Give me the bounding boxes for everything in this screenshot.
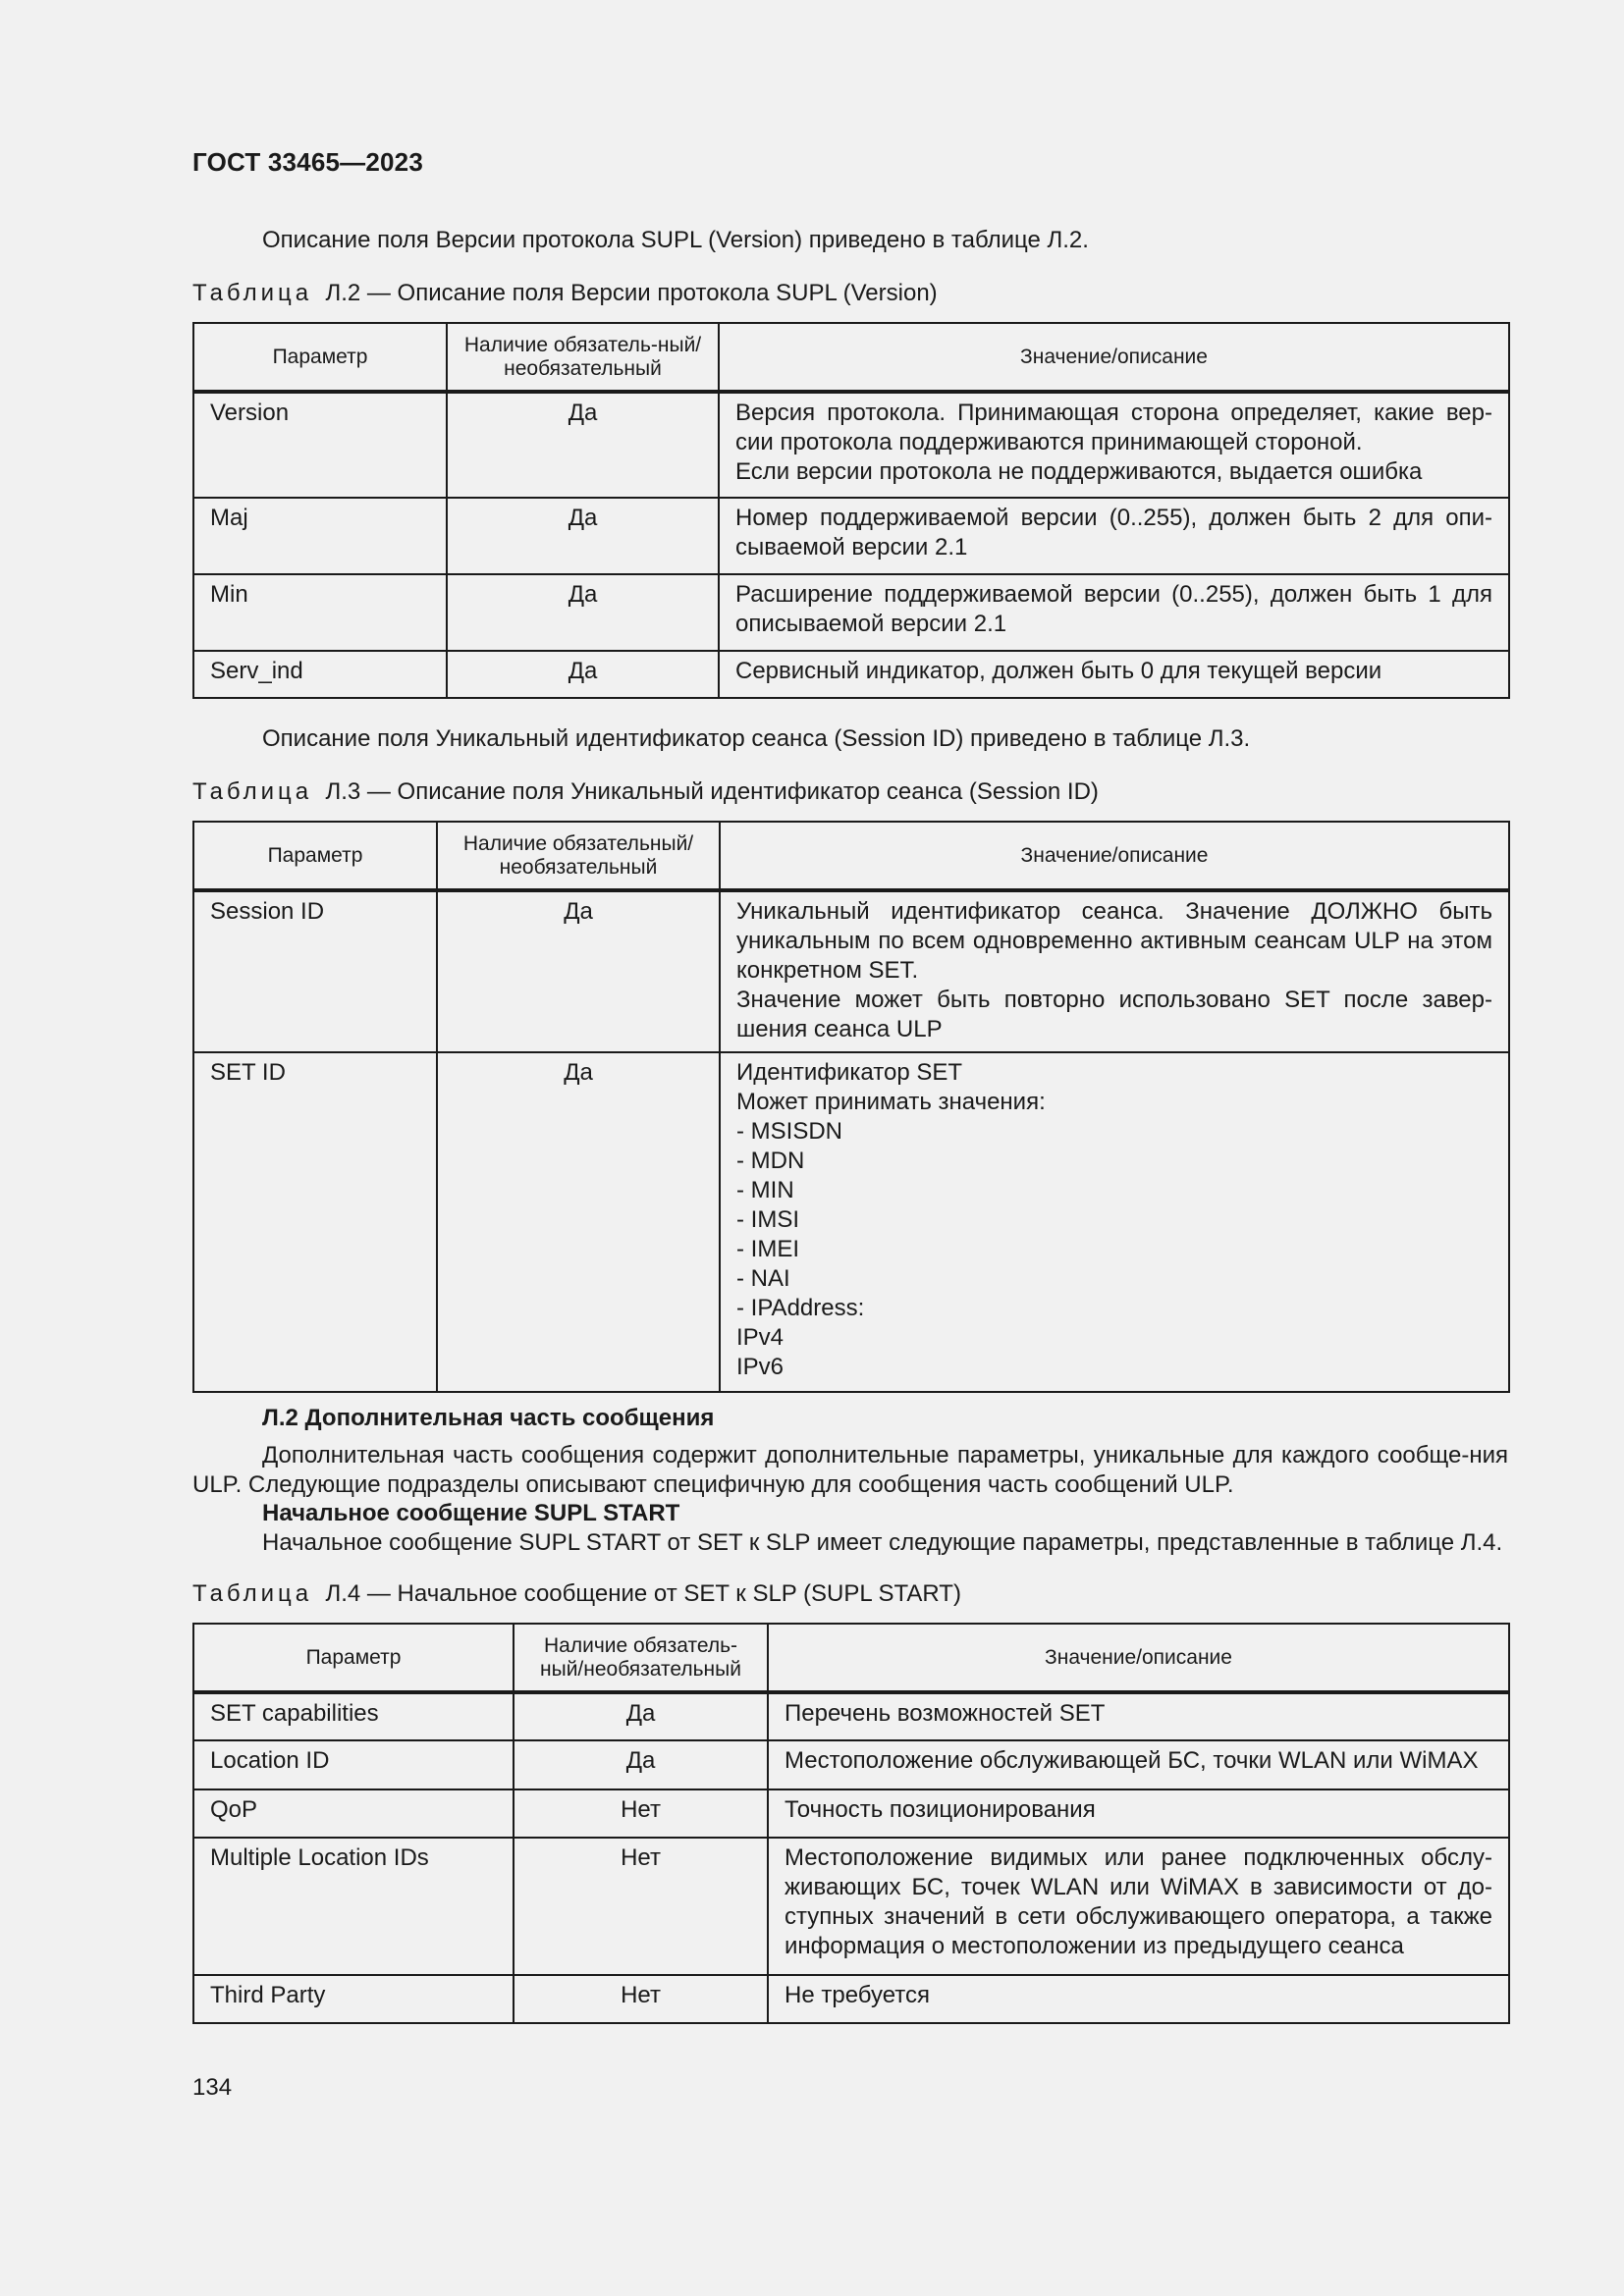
table-row [193,1692,1509,1740]
desc-line: - MDN [736,1148,805,1174]
page-number: 134 [192,2074,233,2101]
cell-req: Да [447,392,719,498]
caption-text: Л.2 — Описание поля Версии протокола SUPL (Version) [325,280,938,306]
cell-req: Да [447,498,719,574]
cell-req: Нет [514,1789,768,1838]
page-header: ГОСТ 33465—2023 [192,147,423,177]
subsection-heading: Начальное сообщение SUPL START [262,1500,680,1526]
cell-desc: Сервисный индикатор, должен быть 0 для текущей версии [719,651,1509,698]
table-l4 [192,1623,1510,2024]
table-row [193,1838,1509,1975]
table-row [193,1052,1509,1392]
col-header-req: Наличие обязательный/ необязательный [437,822,720,890]
cell-param: Min [193,574,447,651]
cell-desc: Точность позиционирования [768,1789,1509,1838]
table-row [193,890,1509,1052]
table-header-row [193,822,1509,890]
section-paragraph: Дополнительная часть сообщения содержит дополнительные параметры, уникальные для каждого сообще-ния ULP. Следующие подразделы описывают специфичную для сообщения часть сообщений ULP. [192,1442,1508,1498]
desc-text-2: Если версии протокола не поддерживаются, выдается ошибка [735,458,1423,485]
caption-text: Л.3 — Описание поля Уникальный идентификатор сеанса (Session ID) [325,778,1099,805]
desc-line: - MIN [736,1177,794,1203]
col-header-param: Параметр [193,822,437,890]
caption-table-l3 [192,778,1099,806]
desc-text: Версия протокола. Принимающая сторона определяет, какие вер-сии протокола поддерживаются принимающей стороной. [735,400,1492,455]
col-header-param: Параметр [193,323,447,392]
cell-req: Да [514,1740,768,1789]
intro-table-l2: Описание поля Версии протокола SUPL (Version) приведено в таблице Л.2. [262,227,1089,253]
intro-table-l3: Описание поля Уникальный идентификатор сеанса (Session ID) приведено в таблице Л.3. [262,725,1251,752]
desc-line: - IMSI [736,1206,799,1233]
desc-line: - IMEI [736,1236,799,1262]
cell-param: Multiple Location IDs [193,1838,514,1975]
cell-desc: Расширение поддерживаемой версии (0..255), должен быть 1 для описываемой версии 2.1 [719,574,1509,651]
cell-req: Да [447,574,719,651]
cell-param: Maj [193,498,447,574]
caption-prefix: Таблица [192,280,313,306]
cell-param: Version [193,392,447,498]
table-header-row [193,323,1509,392]
cell-req: Нет [514,1838,768,1975]
cell-desc: Перечень возможностей SET [768,1692,1509,1740]
col-header-desc: Значение/описание [768,1624,1509,1692]
cell-param: SET capabilities [193,1692,514,1740]
table-header-row [193,1624,1509,1692]
caption-prefix: Таблица [192,778,313,805]
cell-req: Да [437,890,720,1052]
subsection-paragraph: Начальное сообщение SUPL START от SET к SLP имеет следующие параметры, представленные в таблице Л.4. [262,1529,1503,1556]
desc-line: Идентификатор SET [736,1059,963,1086]
desc-line: - MSISDN [736,1118,842,1145]
cell-req: Нет [514,1975,768,2023]
table-row [193,574,1509,651]
cell-desc [719,392,1509,498]
cell-param: Session ID [193,890,437,1052]
cell-param: Third Party [193,1975,514,2023]
cell-req: Да [447,651,719,698]
desc-text: Уникальный идентификатор сеанса. Значение ДОЛЖНО быть уникальным по всем одновременно активным сеансам ULP на этом конкретном SET. [736,898,1492,984]
cell-desc: Не требуется [768,1975,1509,2023]
table-l3 [192,821,1510,1393]
table-row [193,392,1509,498]
table-row [193,498,1509,574]
cell-param: Serv_ind [193,651,447,698]
col-header-req: Наличие обязатель-ный/необязательный [447,323,719,392]
caption-table-l2 [192,280,938,307]
cell-req: Да [514,1692,768,1740]
desc-line: - IPAddress: [736,1295,865,1321]
cell-desc: Номер поддерживаемой версии (0..255), должен быть 2 для опи-сываемой версии 2.1 [719,498,1509,574]
caption-table-l4 [192,1580,961,1608]
desc-line: IPv4 [736,1324,785,1351]
table-l2 [192,322,1510,699]
table-row [193,1740,1509,1789]
cell-req: Да [437,1052,720,1392]
table-row [193,651,1509,698]
cell-param: Location ID [193,1740,514,1789]
cell-desc: Местоположение видимых или ранее подключенных обслу-живающих БС, точек WLAN или WiMAX в зависимости от до-ступных значений в сети обслуживающего оператора, а также информация о местоположении из предыдущего сеанса [768,1838,1509,1975]
desc-text-2: Значение может быть повторно использовано SET после завер-шения сеанса ULP [736,987,1492,1042]
caption-text: Л.4 — Начальное сообщение от SET к SLP (SUPL START) [325,1580,961,1607]
col-header-req: Наличие обязатель-ный/необязательный [514,1624,768,1692]
table-row [193,1975,1509,2023]
caption-prefix: Таблица [192,1580,313,1607]
cell-desc: Местоположение обслуживающей БС, точки WLAN или WiMAX [768,1740,1509,1789]
col-header-desc: Значение/описание [719,323,1509,392]
col-header-desc: Значение/описание [720,822,1509,890]
cell-param: QoP [193,1789,514,1838]
desc-line: - NAI [736,1265,790,1292]
cell-param: SET ID [193,1052,437,1392]
desc-line: Может принимать значения: [736,1089,1046,1115]
section-heading: Л.2 Дополнительная часть сообщения [262,1405,715,1431]
table-row [193,1789,1509,1838]
desc-line: IPv6 [736,1354,785,1380]
cell-desc [720,890,1509,1052]
col-header-param: Параметр [193,1624,514,1692]
cell-desc [720,1052,1509,1392]
